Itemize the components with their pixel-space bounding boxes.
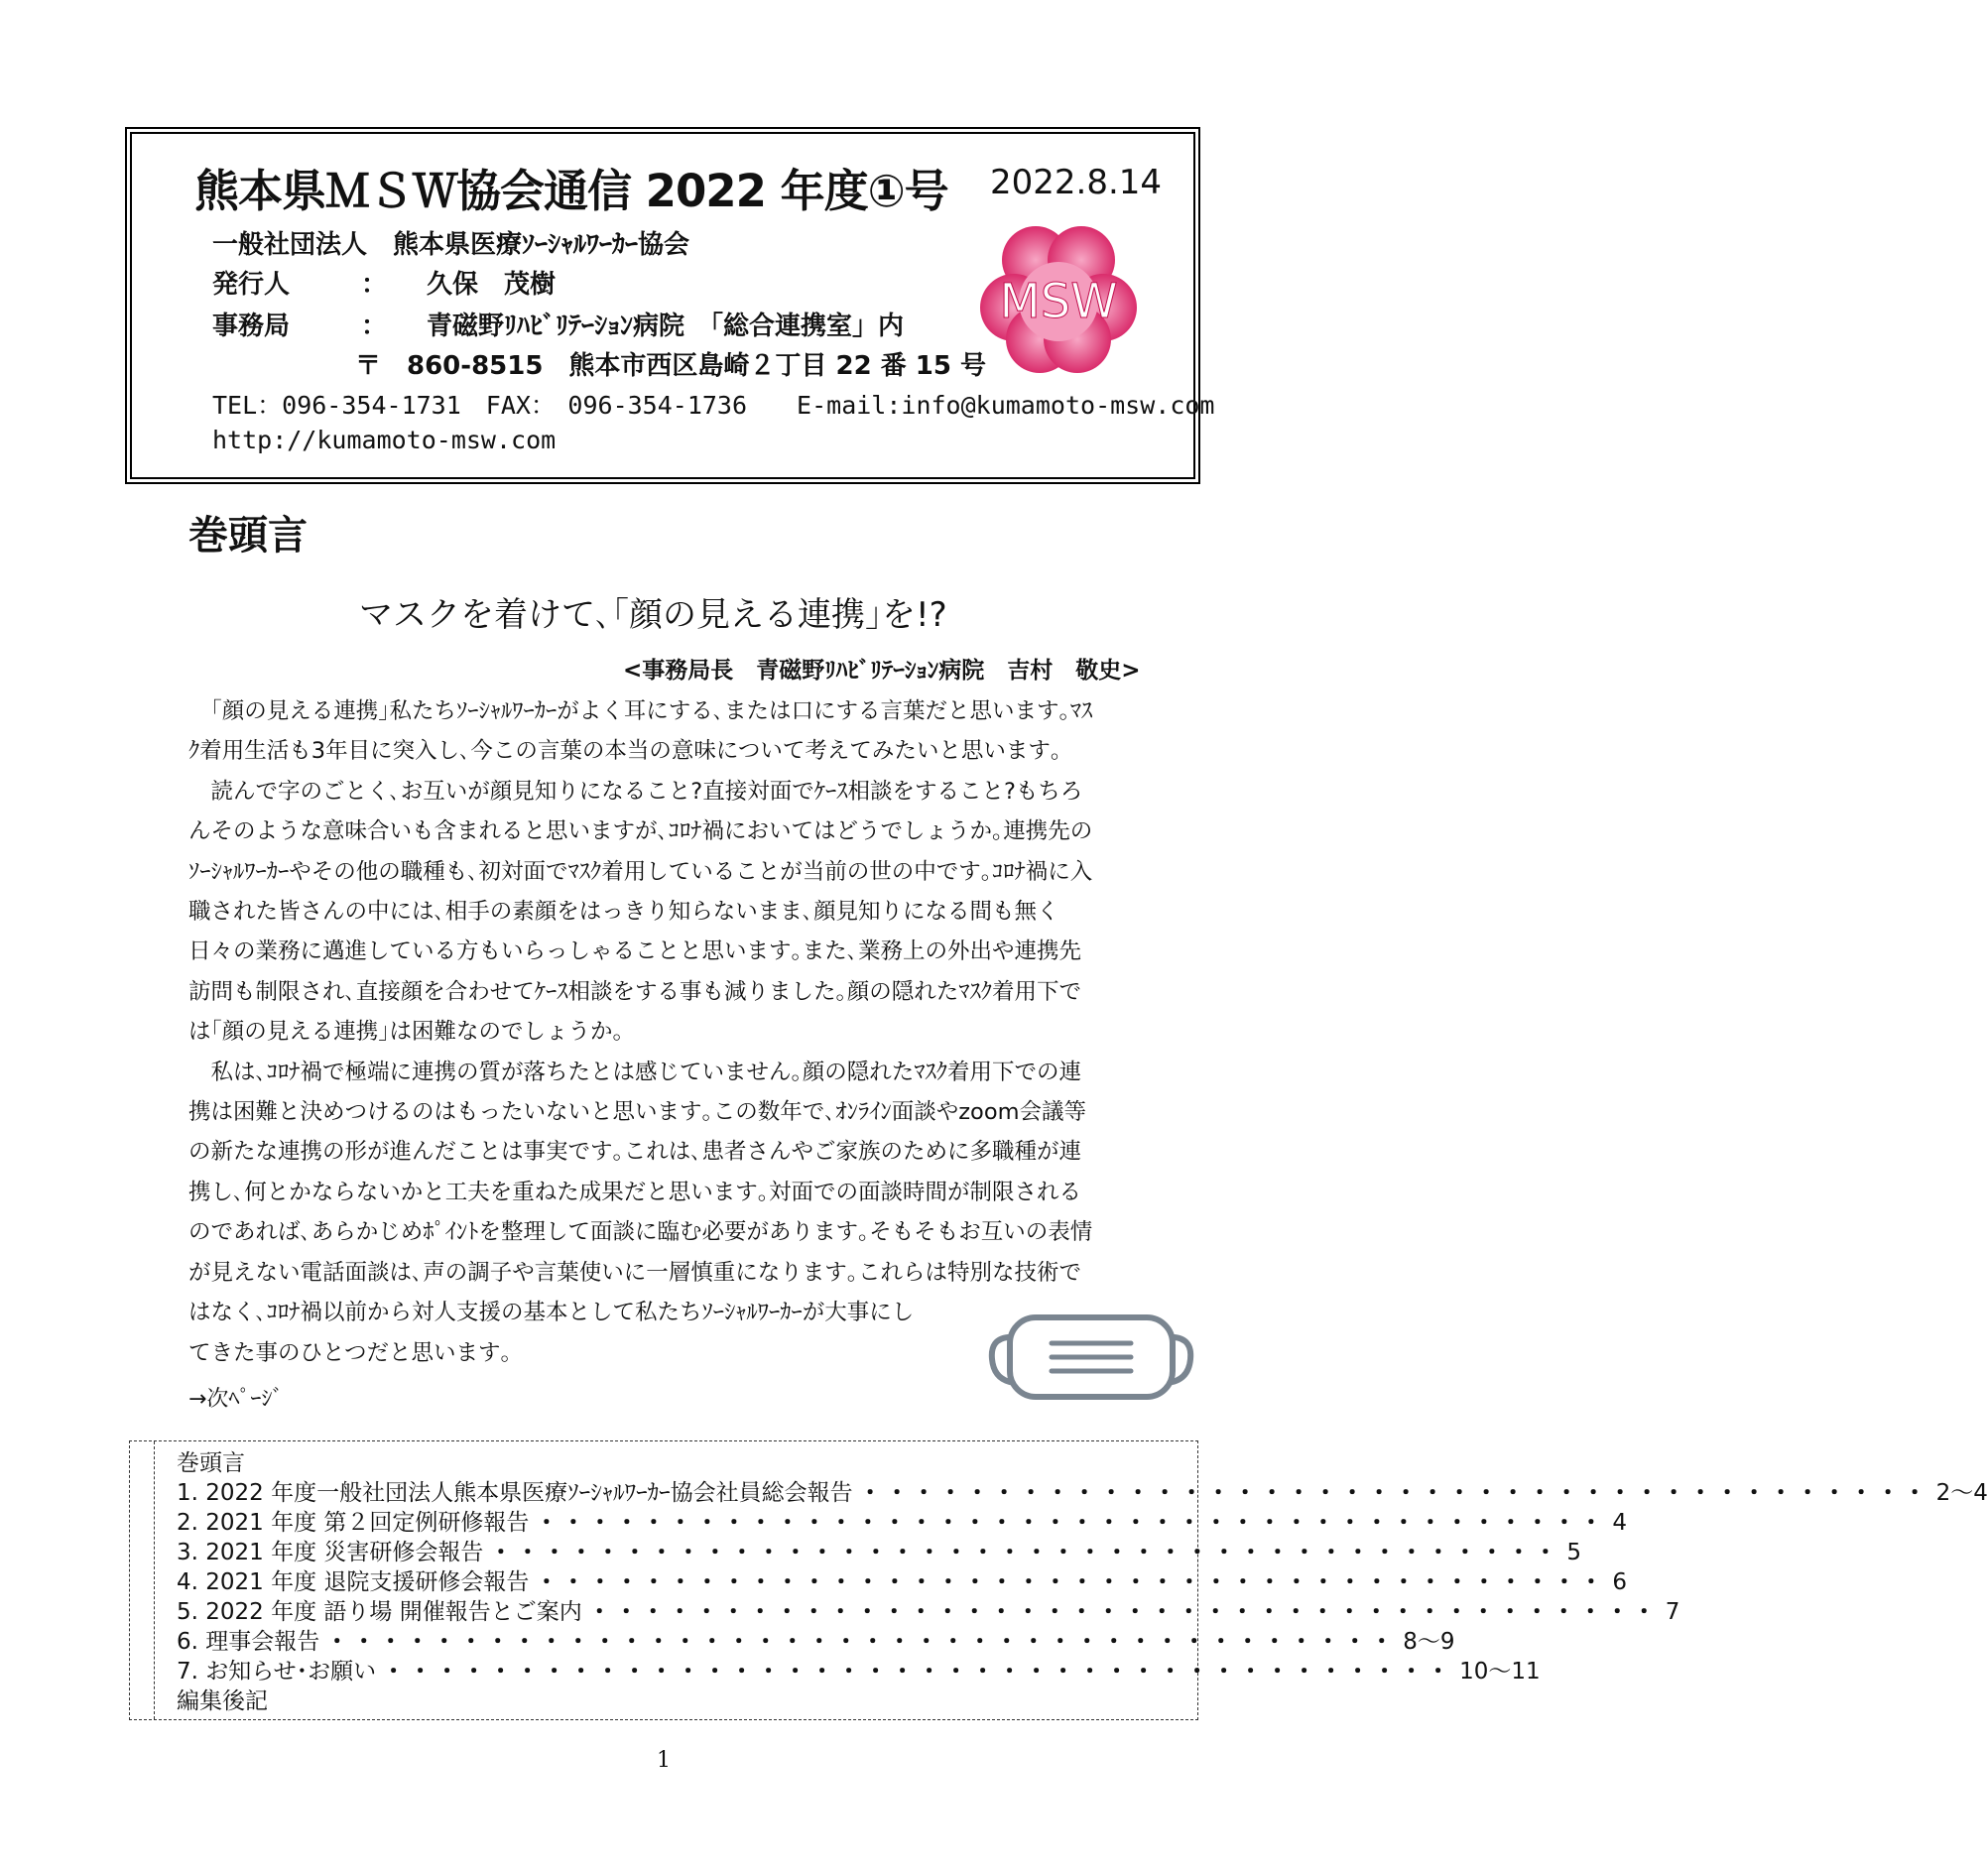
toc-page: 7: [1665, 1599, 1680, 1625]
toc-row: [177, 1686, 1179, 1716]
body-line: 携し､何とかならないかと工夫を重ねた成果だと思います｡対面での面談時間が制限される: [188, 1179, 1082, 1205]
toc-leader-dots: ・・・・・・・・・・・・・・・・・・・・・・・・・・・・・・・・・・・・・・・・: [587, 1599, 1660, 1625]
publisher-label: 発行人: [212, 270, 291, 300]
body-line: が見えない電話面談は､声の調子や言葉使いに一層慎重になります｡これらは特別な技術で: [188, 1259, 1082, 1286]
toc-page: 6: [1612, 1569, 1628, 1595]
toc-leader-dots: ・・・・・・・・・・・・・・・・・・・・・・・・・・・・・・・・・・・・・・・・: [858, 1480, 1930, 1506]
body-line: はなく､ｺﾛﾅ禍以前から対人支援の基本として私たちｿｰｼｬﾙﾜｰｶｰが大事にし: [188, 1300, 915, 1326]
page-number: 1: [657, 1748, 671, 1773]
toc-page: 4: [1612, 1510, 1628, 1536]
toc-row: [177, 1567, 1628, 1597]
toc-leader-dots: ・・・・・・・・・・・・・・・・・・・・・・・・・・・・・・・・・・・・・・・・: [535, 1569, 1607, 1595]
toc-leader-dots: ・・・・・・・・・・・・・・・・・・・・・・・・・・・・・・・・・・・・・・・・: [489, 1540, 1561, 1565]
toc-row: [177, 1448, 1179, 1478]
organization-name: 一般社団法人 熊本県医療ｿｰｼｬﾙﾜｰｶｰ協会: [212, 230, 690, 260]
body-line: 日々の業務に邁進している方もいらっしゃることと思います｡また､業務上の外出や連携先: [188, 938, 1082, 965]
body-line: ｸ着用生活も3年目に突入し､今この言葉の本当の意味について考えてみたいと思います｡: [188, 738, 1062, 765]
body-line: んそのような意味合いも含まれると思いますが､ｺﾛﾅ禍においてはどうでしょうか｡連携先の: [188, 818, 1093, 845]
toc-title: 5. 2022 年度 語り場 開催報告とご案内: [177, 1599, 582, 1625]
toc-row: [177, 1597, 1680, 1627]
toc-title: 2. 2021 年度 第２回定例研修報告: [177, 1510, 530, 1536]
toc-title: 編集後記: [177, 1688, 268, 1714]
article-body: [188, 691, 1141, 1373]
body-line: 訪問も制限され､直接顔を合わせてｹｰｽ相談をする事も減りました｡顔の隠れたﾏｽｸ着用下で: [188, 978, 1082, 1005]
publisher-line: [212, 264, 556, 301]
postal-address: 〒 860-8515 熊本市西区島崎２丁目 22 番 15 号: [355, 351, 986, 381]
toc-leader-dots: ・・・・・・・・・・・・・・・・・・・・・・・・・・・・・・・・・・・・・・・・: [382, 1659, 1454, 1685]
office-separator: ：: [361, 312, 388, 341]
toc-title: 3. 2021 年度 災害研修会報告: [177, 1540, 484, 1565]
publisher-separator: ：: [361, 270, 388, 300]
msw-logo-icon: [974, 220, 1143, 379]
toc-row: [177, 1627, 1455, 1657]
body-line: 職された皆さんの中には､相手の素顔をはっきり知らないまま､顔見知りになる間も無く: [188, 899, 1059, 926]
toc-page: 10～11: [1459, 1659, 1541, 1685]
toc-page: 8～9: [1403, 1629, 1455, 1655]
next-page-link: →次ﾍﾟｰｼﾞ: [188, 1387, 284, 1412]
section-heading: 巻頭言: [188, 513, 308, 559]
logo-text: MSW: [999, 274, 1118, 329]
toc-title: 4. 2021 年度 退院支援研修会報告: [177, 1569, 530, 1595]
body-line: 読んで字のごとく､お互いが顔見知りになること?直接対面でｹｰｽ相談をすること?もちろ: [188, 778, 1083, 805]
office-value: 青磁野ﾘﾊﾋﾞﾘﾃｰｼｮﾝ病院 「総合連携室」内: [427, 312, 905, 341]
toc-row: [177, 1657, 1541, 1686]
article-author: <事務局長 青磁野ﾘﾊﾋﾞﾘﾃｰｼｮﾝ病院 吉村 敬史>: [623, 658, 1141, 684]
toc-row: [177, 1508, 1628, 1538]
body-line: の新たな連携の形が進んだことは事実です｡これは､患者さんやご家族のために多職種が連: [188, 1139, 1082, 1166]
website-url: http://kumamoto-msw.com: [212, 426, 557, 454]
article-title: マスクを着けて､｢顔の見える連携｣を!?: [359, 595, 947, 635]
publisher-name: 久保 茂樹: [427, 270, 557, 300]
toc-title: 巻頭言: [177, 1450, 245, 1476]
toc-page: 2～4: [1935, 1480, 1988, 1506]
toc-row: [177, 1478, 1988, 1508]
toc-page: 5: [1566, 1540, 1582, 1565]
body-line: てきた事のひとつだと思います｡: [188, 1339, 512, 1366]
newsletter-title: 熊本県ＭＳＷ協会通信 2022 年度①号: [194, 165, 948, 217]
toc-leader-dots: ・・・・・・・・・・・・・・・・・・・・・・・・・・・・・・・・・・・・・・・・: [535, 1510, 1607, 1536]
body-line: ｿｰｼｬﾙﾜｰｶｰやその他の職種も､初対面でﾏｽｸ着用していることが当前の世の中です｡ｺﾛﾅ禍に入: [188, 858, 1093, 885]
body-line: のであれば､あらかじめﾎﾟｲﾝﾄを整理して面談に臨む必要があります｡そもそもお互いの表情: [188, 1219, 1093, 1246]
body-line: ｢顔の見える連携｣私たちｿｰｼｬﾙﾜｰｶｰがよく耳にする､または口にする言葉だと思います｡ﾏｽ: [188, 698, 1093, 724]
toc-leader-dots: ・・・・・・・・・・・・・・・・・・・・・・・・・・・・・・・・・・・・・・・・: [325, 1629, 1398, 1655]
face-mask-icon: [986, 1308, 1196, 1407]
toc-title: 1. 2022 年度一般社団法人熊本県医療ｿｰｼｬﾙﾜｰｶｰ協会社員総会報告: [177, 1480, 853, 1506]
toc-title: 6. 理事会報告: [177, 1629, 320, 1655]
body-line: 携は困難と決めつけるのはもったいないと思います｡この数年で､ｵﾝﾗｲﾝ面談やzoom会議等: [188, 1099, 1087, 1126]
office-label: 事務局: [212, 312, 291, 341]
body-line: は｢顔の見える連携｣は困難なのでしょうか｡: [188, 1019, 624, 1046]
table-of-contents: [177, 1448, 1988, 1716]
toc-title: 7. お知らせ･お願い: [177, 1659, 377, 1685]
office-line: [212, 306, 904, 342]
contact-line: TEL：096-354-1731 FAX： 096-354-1736 E-mail:info@kumamoto-msw.com: [212, 391, 1215, 420]
issue-date: 2022.8.14: [990, 163, 1163, 202]
toc-row: [177, 1538, 1582, 1567]
body-line: 私は､ｺﾛﾅ禍で極端に連携の質が落ちたとは感じていません｡顔の隠れたﾏｽｸ着用下での連: [188, 1059, 1082, 1085]
